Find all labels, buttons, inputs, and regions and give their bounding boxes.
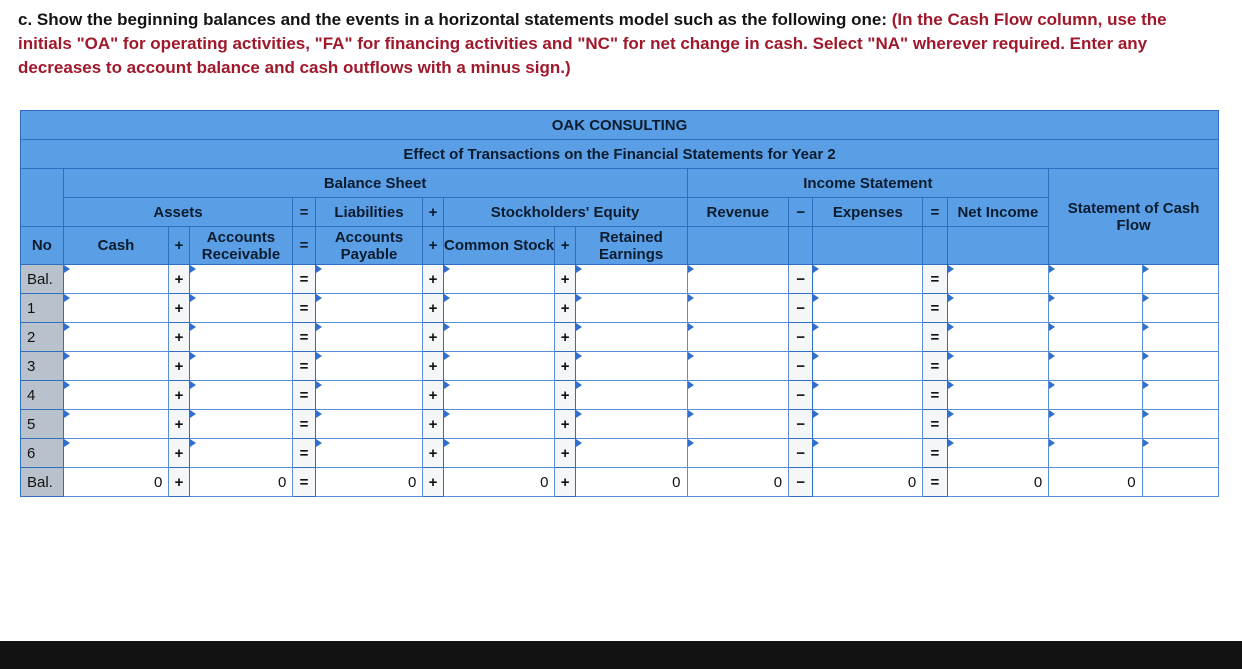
accounts-receivable-input[interactable] [189, 439, 293, 468]
plus-sign: + [423, 227, 443, 265]
expenses-header: Expenses [813, 198, 923, 227]
equals-sign: = [923, 294, 947, 323]
plus-sign: + [555, 439, 575, 468]
plus-sign: + [169, 468, 189, 497]
revenue-input[interactable] [687, 323, 789, 352]
revenue-input[interactable] [687, 439, 789, 468]
net-income-input[interactable] [947, 410, 1049, 439]
plus-sign: + [169, 227, 189, 265]
common-stock-input[interactable] [443, 265, 555, 294]
equals-subheader-spacer [923, 227, 947, 265]
accounts-receivable-input[interactable] [189, 381, 293, 410]
minus-sign: − [789, 198, 813, 227]
instructions-lead: c. Show the beginning balances and the events in a horizontal statements model such as the following one: [18, 10, 892, 29]
retained-earnings-input[interactable] [575, 323, 687, 352]
transaction-row [21, 323, 1219, 352]
common-stock-input[interactable] [443, 410, 555, 439]
cash-input[interactable] [63, 323, 169, 352]
accounts-payable-input[interactable] [315, 265, 423, 294]
revenue-input[interactable] [687, 381, 789, 410]
retained-earnings-input[interactable] [575, 381, 687, 410]
plus-sign: + [169, 410, 189, 439]
company-name: OAK CONSULTING [21, 111, 1219, 140]
plus-sign: + [555, 352, 575, 381]
row-label: 4 [21, 381, 64, 410]
plus-sign: + [555, 265, 575, 294]
cash-flow-header: Statement of Cash Flow [1049, 169, 1219, 265]
balance-sheet-header: Balance Sheet [63, 169, 687, 198]
row-label: 3 [21, 352, 64, 381]
total-cash: 0 [63, 468, 169, 497]
accounts-receivable-input[interactable] [189, 352, 293, 381]
equals-sign: = [923, 198, 947, 227]
common-stock-input[interactable] [443, 439, 555, 468]
equals-sign: = [293, 198, 315, 227]
accounts-receivable-input[interactable] [189, 294, 293, 323]
expenses-input[interactable] [813, 265, 923, 294]
minus-sign: − [789, 468, 813, 497]
statements-table [20, 110, 1219, 497]
cash-input[interactable] [63, 439, 169, 468]
plus-sign: + [423, 352, 443, 381]
minus-sign: − [789, 265, 813, 294]
cash-input[interactable] [63, 265, 169, 294]
liabilities-header: Liabilities [315, 198, 423, 227]
plus-sign: + [555, 294, 575, 323]
total-accounts-payable: 0 [315, 468, 423, 497]
common-stock-header: Common Stock [443, 227, 555, 265]
common-stock-input[interactable] [443, 294, 555, 323]
minus-sign: − [789, 381, 813, 410]
plus-sign: + [423, 468, 443, 497]
revenue-header: Revenue [687, 198, 789, 227]
cash-input[interactable] [63, 381, 169, 410]
equals-sign: = [293, 468, 315, 497]
revenue-input[interactable] [687, 294, 789, 323]
minus-subheader-spacer [789, 227, 813, 265]
equals-sign: = [293, 294, 315, 323]
accounts-payable-input[interactable] [315, 439, 423, 468]
expenses-input[interactable] [813, 410, 923, 439]
retained-earnings-input[interactable] [575, 294, 687, 323]
total-cash-flow-class [1142, 468, 1218, 497]
transaction-row [21, 410, 1219, 439]
cash-flow-activity-select[interactable] [1142, 352, 1218, 381]
equals-sign: = [293, 265, 315, 294]
cash-flow-activity-select[interactable] [1142, 410, 1218, 439]
equals-sign: = [293, 381, 315, 410]
revenue-input[interactable] [687, 265, 789, 294]
table-subtitle: Effect of Transactions on the Financial Statements for Year 2 [21, 140, 1219, 169]
total-common-stock: 0 [443, 468, 555, 497]
minus-sign: − [789, 323, 813, 352]
retained-earnings-header: Retained Earnings [575, 227, 687, 265]
accounts-payable-header: Accounts Payable [315, 227, 423, 265]
revenue-input[interactable] [687, 410, 789, 439]
expenses-input[interactable] [813, 294, 923, 323]
plus-sign: + [169, 323, 189, 352]
plus-sign: + [555, 323, 575, 352]
equals-sign: = [923, 468, 947, 497]
plus-sign: + [555, 381, 575, 410]
equals-sign: = [293, 227, 315, 265]
minus-sign: − [789, 352, 813, 381]
retained-earnings-input[interactable] [575, 410, 687, 439]
net-income-input[interactable] [947, 294, 1049, 323]
cash-flow-amount-input[interactable] [1049, 381, 1142, 410]
retained-earnings-input[interactable] [575, 439, 687, 468]
revenue-input[interactable] [687, 352, 789, 381]
expenses-input[interactable] [813, 323, 923, 352]
cash-flow-amount-input[interactable] [1049, 323, 1142, 352]
equals-sign: = [293, 439, 315, 468]
row-label: 1 [21, 294, 64, 323]
net-income-input[interactable] [947, 323, 1049, 352]
total-accounts-receivable: 0 [189, 468, 293, 497]
cash-flow-amount-input[interactable] [1049, 294, 1142, 323]
transaction-row [21, 439, 1219, 468]
cash-flow-activity-select[interactable] [1142, 439, 1218, 468]
plus-sign: + [555, 410, 575, 439]
cash-input[interactable] [63, 410, 169, 439]
revenue-subheader-spacer [687, 227, 789, 265]
row-label: Bal. [21, 265, 64, 294]
instructions-highlight: (In the Cash Flow column, use the initials "OA" for operating activities, "FA" for financing activities and "NC" for net change in cash. Select "NA" wherever required. Enter any decreases to account balance and cash outflows with a minus sign.) [18, 10, 1167, 77]
plus-sign: + [423, 410, 443, 439]
plus-sign: + [423, 381, 443, 410]
transaction-row [21, 265, 1219, 294]
income-statement-header: Income Statement [687, 169, 1049, 198]
expenses-input[interactable] [813, 352, 923, 381]
plus-sign: + [555, 227, 575, 265]
minus-sign: − [789, 439, 813, 468]
total-cash-flow: 0 [1049, 468, 1142, 497]
minus-sign: − [789, 294, 813, 323]
equity-header: Stockholders' Equity [443, 198, 687, 227]
retained-earnings-input[interactable] [575, 265, 687, 294]
plus-sign: + [169, 265, 189, 294]
equals-sign: = [293, 352, 315, 381]
accounts-payable-input[interactable] [315, 352, 423, 381]
plus-sign: + [423, 198, 443, 227]
equals-sign: = [923, 410, 947, 439]
net-income-input[interactable] [947, 439, 1049, 468]
equals-sign: = [923, 323, 947, 352]
accounts-receivable-header: Accounts Receivable [189, 227, 293, 265]
equals-sign: = [293, 323, 315, 352]
accounts-payable-input[interactable] [315, 381, 423, 410]
assets-header: Assets [63, 198, 293, 227]
retained-earnings-input[interactable] [575, 352, 687, 381]
equals-sign: = [923, 265, 947, 294]
cash-input[interactable] [63, 352, 169, 381]
plus-sign: + [169, 352, 189, 381]
equals-sign: = [923, 439, 947, 468]
total-retained-earnings: 0 [575, 468, 687, 497]
plus-sign: + [423, 294, 443, 323]
common-stock-input[interactable] [443, 352, 555, 381]
plus-sign: + [169, 381, 189, 410]
plus-sign: + [423, 265, 443, 294]
net-income-input[interactable] [947, 352, 1049, 381]
row-label: Bal. [21, 468, 64, 497]
total-net-income: 0 [947, 468, 1049, 497]
accounts-receivable-input[interactable] [189, 265, 293, 294]
net-income-header: Net Income [947, 198, 1049, 227]
horizontal-statements-model [20, 110, 1219, 495]
transaction-row [21, 294, 1219, 323]
cash-header: Cash [63, 227, 169, 265]
cash-flow-activity-select[interactable] [1142, 381, 1218, 410]
net-income-subheader-spacer [947, 227, 1049, 265]
cash-flow-activity-select[interactable] [1142, 323, 1218, 352]
ending-balance-row [21, 468, 1219, 497]
accounts-payable-input[interactable] [315, 323, 423, 352]
cash-flow-amount-input[interactable] [1049, 352, 1142, 381]
cash-flow-amount-input[interactable] [1049, 439, 1142, 468]
cash-flow-activity-select[interactable] [1142, 265, 1218, 294]
row-label: 6 [21, 439, 64, 468]
no-header: No [21, 227, 64, 265]
minus-sign: − [789, 410, 813, 439]
net-income-input[interactable] [947, 265, 1049, 294]
accounts-payable-input[interactable] [315, 410, 423, 439]
total-expenses: 0 [813, 468, 923, 497]
transaction-row [21, 352, 1219, 381]
transaction-row [21, 381, 1219, 410]
row-label: 2 [21, 323, 64, 352]
cash-flow-amount-input[interactable] [1049, 265, 1142, 294]
common-stock-input[interactable] [443, 381, 555, 410]
cash-input[interactable] [63, 294, 169, 323]
bottom-bar [0, 641, 1242, 669]
accounts-payable-input[interactable] [315, 294, 423, 323]
net-income-input[interactable] [947, 381, 1049, 410]
equals-sign: = [293, 410, 315, 439]
equals-sign: = [923, 381, 947, 410]
accounts-receivable-input[interactable] [189, 323, 293, 352]
expenses-subheader-spacer [813, 227, 923, 265]
common-stock-input[interactable] [443, 323, 555, 352]
cash-flow-activity-select[interactable] [1142, 294, 1218, 323]
plus-sign: + [169, 439, 189, 468]
row-label: 5 [21, 410, 64, 439]
equals-sign: = [923, 352, 947, 381]
instructions [18, 8, 1198, 80]
plus-sign: + [423, 323, 443, 352]
plus-sign: + [555, 468, 575, 497]
cash-flow-amount-input[interactable] [1049, 410, 1142, 439]
expenses-input[interactable] [813, 381, 923, 410]
plus-sign: + [423, 439, 443, 468]
expenses-input[interactable] [813, 439, 923, 468]
no-header-spacer [21, 169, 64, 227]
plus-sign: + [169, 294, 189, 323]
accounts-receivable-input[interactable] [189, 410, 293, 439]
total-revenue: 0 [687, 468, 789, 497]
